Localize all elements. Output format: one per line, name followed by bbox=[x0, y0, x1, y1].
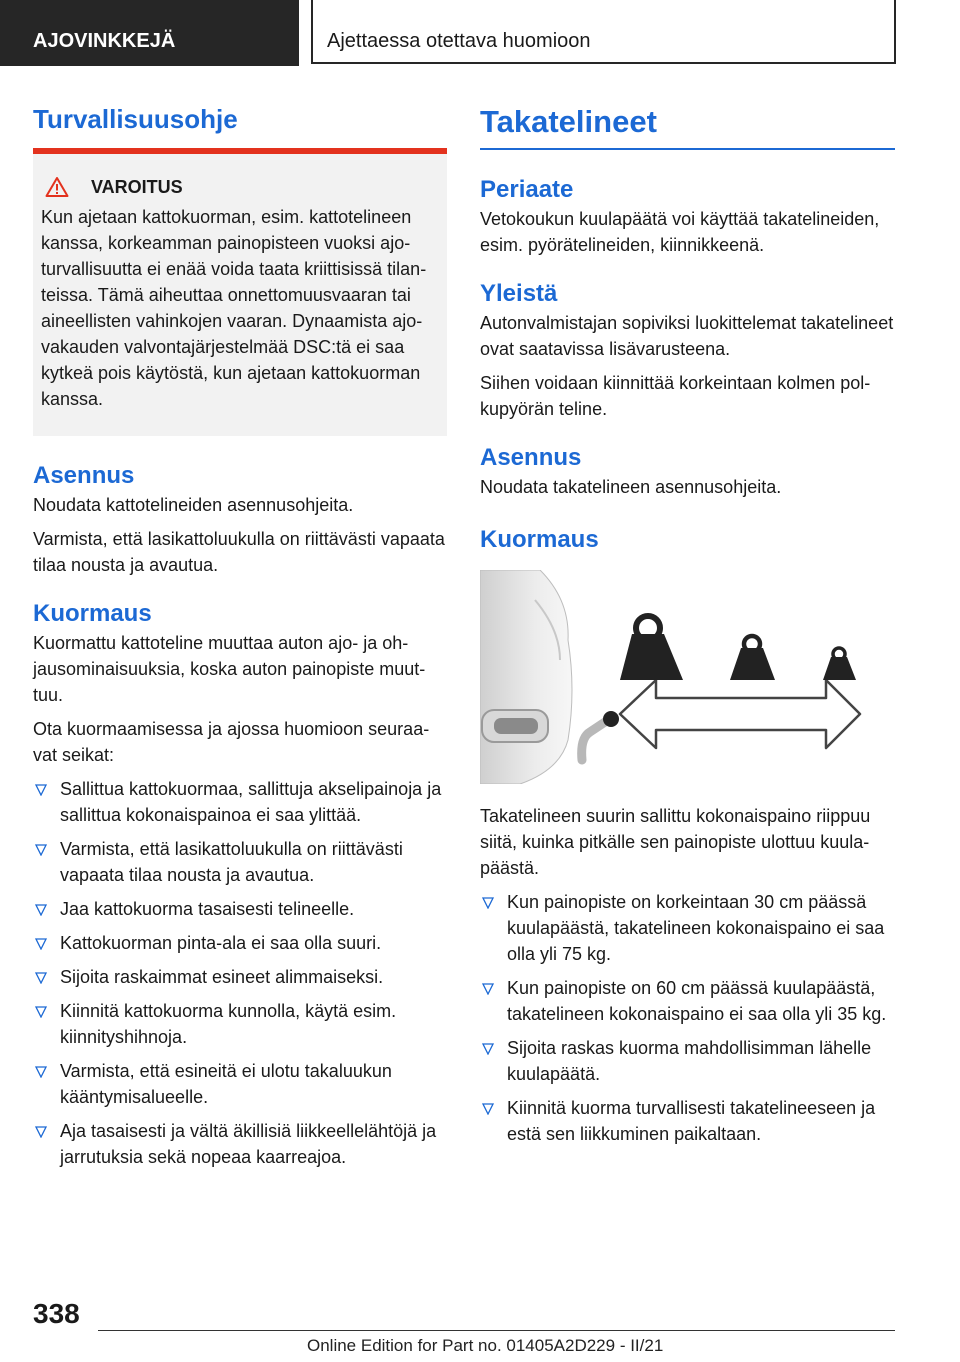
list-item: Sijoita raskas kuorma mahdollisimman lähelle kuulapäätä. bbox=[480, 1035, 895, 1087]
light-weight-icon bbox=[823, 648, 856, 680]
bullet-triangle-icon bbox=[35, 1126, 47, 1138]
safety-heading: Turvallisuusohje bbox=[33, 104, 238, 134]
bullet-triangle-icon bbox=[35, 1066, 47, 1078]
principle-heading: Periaate bbox=[480, 176, 574, 203]
install-paragraph: Varmista, että lasikattoluukulla on riittävästi vapaata tilaa nousta ja avautua. bbox=[33, 529, 445, 575]
rear-carrier-heading: Takatelineet bbox=[480, 104, 657, 139]
warning-text: Kun ajetaan kattokuorman, esim. kattotelineen kanssa, korkeamman painopisteen vuoksi ajoturvallisuutta ei enää voida taata kriittisissä tilanteissa. Tämä aiheuttaa onnettomuusvaaran tai aineellisten vahinkojen vaaran. Dynaamista ajovakauden valvontajärjestelmää DSC:tä ei saa kytkeä pois käytöstä, kun ajetaan kattokuorman kanssa. bbox=[41, 207, 427, 409]
list-item: Varmista, että lasikattoluukulla on riittävästi vapaata tilaa nousta ja avautua. bbox=[33, 836, 447, 888]
subsection-title: Ajettaessa otettava huomioon bbox=[327, 30, 591, 52]
warning-label: VAROITUS bbox=[91, 177, 183, 197]
list-item: Jaa kattokuorma tasaisesti telineelle. bbox=[33, 896, 447, 922]
medium-weight-icon bbox=[730, 636, 775, 680]
bullet-triangle-icon bbox=[482, 897, 494, 909]
heavy-weight-icon bbox=[620, 616, 683, 680]
list-item: Kun painopiste on korkeintaan 30 cm päässä kuulapäästä, takatelineen kokonaispaino ei saa olla yli 75 kg. bbox=[480, 889, 895, 967]
subsection-tab bbox=[311, 0, 896, 64]
general-paragraph: Siihen voidaan kiinnittää korkeintaan kolmen polkupyörän teline. bbox=[480, 373, 871, 419]
load-bullet-list bbox=[480, 889, 895, 1147]
page-header bbox=[0, 0, 960, 66]
bullet-triangle-icon bbox=[482, 1043, 494, 1055]
install-paragraph: Noudata takatelineen asennusohjeita. bbox=[480, 477, 782, 497]
list-item: Kiinnitä kattokuorma kunnolla, käytä esim. kiinnityshihnoja. bbox=[33, 998, 447, 1050]
car-rear-bumper bbox=[480, 570, 572, 784]
distance-arrow bbox=[620, 680, 860, 748]
load-paragraph: Kuormattu kattoteline muuttaa auton ajo- ja ohjausominaisuuksia, koska auton painopiste muuttuu. bbox=[33, 633, 426, 705]
footer-divider bbox=[98, 1330, 895, 1331]
list-item: Varmista, että esineitä ei ulotu takaluukun kääntymisalueelle. bbox=[33, 1058, 447, 1110]
tow-bar-load-illustration bbox=[480, 570, 895, 784]
list-item: Sallittua kattokuormaa, sallittuja akselipainoja ja sallittua kokonaispainoa ei saa ylittää. bbox=[33, 776, 447, 828]
general-paragraph: Autonvalmistajan sopiviksi luokittelemat takatelineet ovat saatavissa lisävarusteena. bbox=[480, 313, 894, 359]
list-item: Kun painopiste on 60 cm päässä kuulapäästä, takatelineen kokonaispaino ei saa olla yli 35 kg. bbox=[480, 975, 895, 1027]
bullet-triangle-icon bbox=[482, 983, 494, 995]
edition-text: Online Edition for Part no. 01405A2D229 - II/21 bbox=[307, 1336, 664, 1355]
page-number: 338 bbox=[33, 1298, 80, 1329]
general-heading: Yleistä bbox=[480, 280, 558, 307]
bullet-triangle-icon bbox=[35, 972, 47, 984]
section-title: AJOVINKKEJÄ bbox=[33, 30, 176, 52]
bullet-triangle-icon bbox=[35, 1006, 47, 1018]
left-column bbox=[33, 102, 447, 1170]
principle-paragraph: Vetokoukun kuulapäätä voi käyttää takatelineiden, esim. pyörätelineiden, kiinnikkeenä. bbox=[480, 209, 880, 255]
load-heading: Kuormaus bbox=[480, 526, 599, 553]
install-heading: Asennus bbox=[33, 462, 135, 489]
load-paragraph: Ota kuormaamisessa ja ajossa huomioon seuraavat seikat: bbox=[33, 719, 430, 765]
bullet-triangle-icon bbox=[35, 784, 47, 796]
warning-box bbox=[33, 148, 447, 436]
bullet-triangle-icon bbox=[482, 1103, 494, 1115]
warning-triangle-icon bbox=[45, 176, 69, 198]
section-tab bbox=[0, 0, 299, 66]
install-paragraph: Noudata kattotelineiden asennusohjeita. bbox=[33, 495, 354, 515]
list-item: Kiinnitä kuorma turvallisesti takatelineeseen ja estä sen liikkuminen paikaltaan. bbox=[480, 1095, 895, 1147]
list-item: Kattokuorman pinta-ala ei saa olla suuri. bbox=[33, 930, 447, 956]
bullet-triangle-icon bbox=[35, 938, 47, 950]
warning-header bbox=[41, 174, 435, 200]
tow-hook bbox=[582, 720, 608, 760]
bullet-triangle-icon bbox=[35, 904, 47, 916]
heading-rule bbox=[480, 148, 895, 150]
list-item: Sijoita raskaimmat esineet alimmaiseksi. bbox=[33, 964, 447, 990]
load-bullet-list bbox=[33, 776, 447, 1170]
install-heading: Asennus bbox=[480, 444, 582, 471]
load-paragraph: Takatelineen suurin sallittu kokonaispaino riippuu siitä, kuinka pitkälle sen painopiste ulottuu kuulapäästä. bbox=[480, 806, 871, 878]
list-item: Aja tasaisesti ja vältä äkillisiä liikkeellelähtöjä ja jarrutuksia sekä nopeaa kaarreajoa. bbox=[33, 1118, 447, 1170]
tow-ball bbox=[603, 711, 619, 727]
right-column bbox=[480, 102, 895, 1147]
bullet-triangle-icon bbox=[35, 844, 47, 856]
load-heading: Kuormaus bbox=[33, 600, 152, 627]
